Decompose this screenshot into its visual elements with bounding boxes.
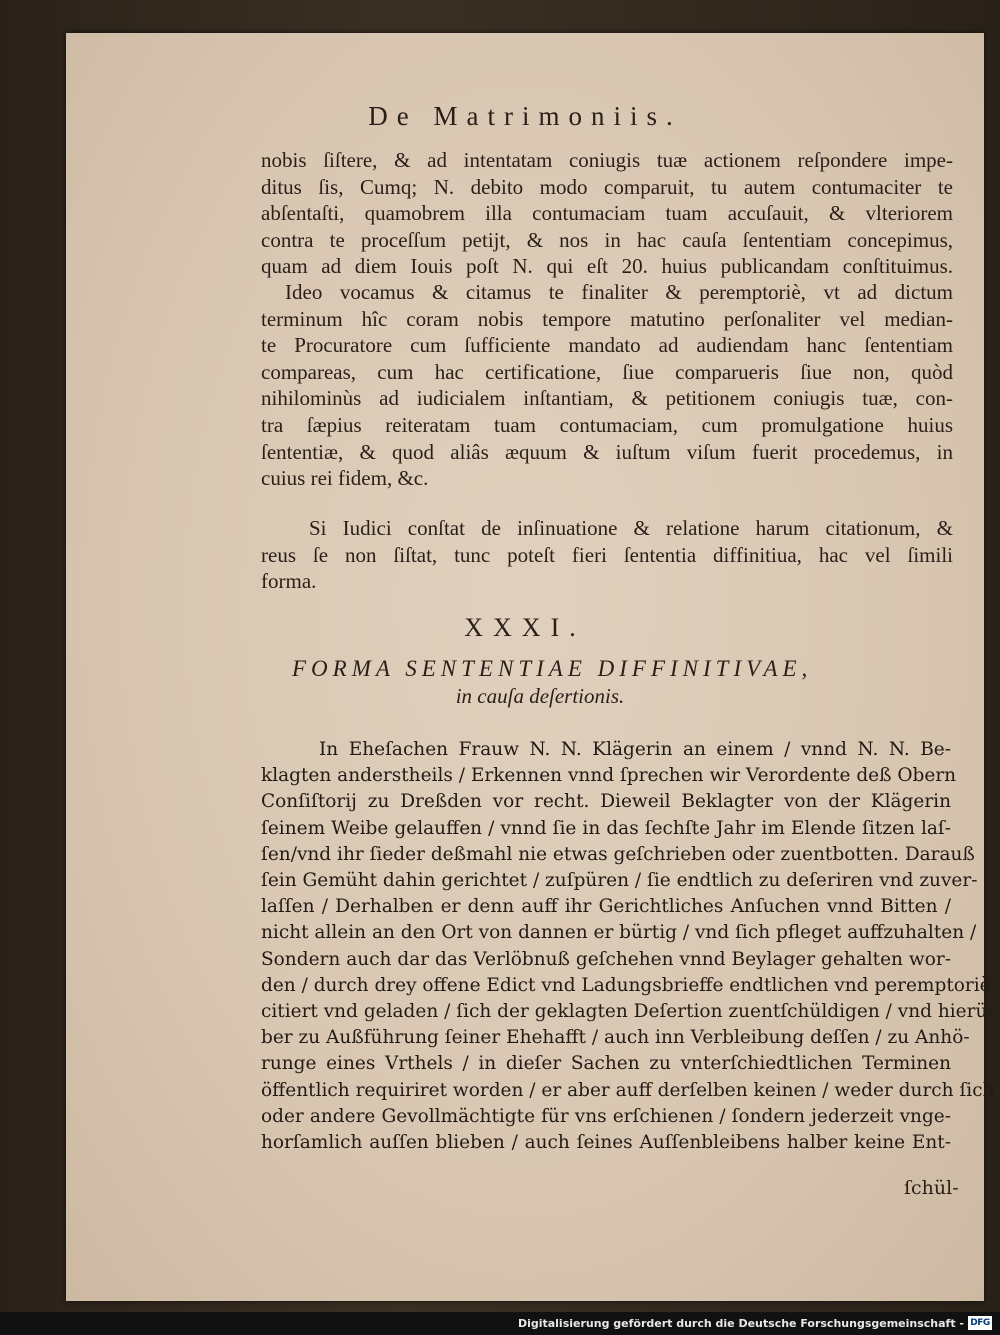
text-line: contra te proceſſum petijt, & nos in hac cauſa ſententiam concepimus, <box>261 227 953 252</box>
text-line: forma. <box>261 569 317 594</box>
text-line: oder andere Gevollmächtigte für vns erſchienen / ſondern jederzeit vnge- <box>261 1105 951 1127</box>
paragraph-2 <box>261 279 953 492</box>
text-line: ſein Gemüht dahin gerichtet / zuſpüren / ſie endtlich zu deſeriren vnd zuver- <box>261 870 978 892</box>
dfg-logo-icon: DFG <box>968 1316 992 1330</box>
text-line: Conſiſtorij zu Dreßden vor recht. Dieweil Beklagter von der Klägerin <box>261 791 951 813</box>
text-line: nobis ſiſtere, & ad intentatam coniugis tuæ actionem reſpondere impe- <box>261 148 953 172</box>
book-page <box>66 33 995 1301</box>
text-line: terminum hîc coram nobis tempore matutino perſonaliter vel median- <box>261 306 953 331</box>
text-line: öffentlich requiriret worden / er aber auff derſelben keinen / weder durch ſich <box>261 1079 995 1101</box>
running-head: De Matrimoniis. <box>368 101 682 131</box>
section-number: XXXI. <box>464 613 586 642</box>
text-line: tra ſæpius reiteratam tuam contumaciam, cum promulgatione huius <box>261 412 953 437</box>
text-line: runge eines Vrthels / in dieſer Sachen zu vnterſchiedtlichen Terminen <box>261 1053 951 1075</box>
text-line: cuius rei fidem, &c. <box>261 466 429 491</box>
paragraph-3 <box>261 515 953 595</box>
text-line: In Eheſachen Frauw N. N. Klägerin an einem / vnnd N. N. Be- <box>319 739 951 760</box>
paragraph-1 <box>261 147 953 280</box>
text-line: horſamlich auſſen blieben / auch ſeines Auſſenbleibens halber keine Ent- <box>261 1132 951 1154</box>
text-line: abſentaſti, quamobrem illa contumaciam tuam accuſauit, & vlteriorem <box>261 201 953 226</box>
text-line: ſententiæ, & quod aliâs æquum & iuſtum viſum fuerit procedemus, in <box>261 439 953 464</box>
footer-bar <box>0 1312 1000 1335</box>
text-line: klagten anderstheils / Erkennen vnnd ſprechen wir Verordente deß Obern <box>261 765 957 787</box>
footer-funding-text: Digitalisierung gefördert durch die Deutsche Forschungsgemeinschaft - <box>517 1317 964 1330</box>
german-sentence-text <box>261 737 995 1156</box>
text-line: ſen/vnd ihr ſieder deßmahl nie etwas geſchrieben oder zuentbotten. Darauß <box>261 843 975 865</box>
text-line: te Procuratore cum ſufficiente mandato ad audiendam hanc ſententiam <box>261 333 953 358</box>
text-line: ditus ſis, Cumq; N. debito modo comparuit, tu autem contumaciter te <box>261 174 953 199</box>
text-line: nicht allein an den Ort von dannen er bürtig / vnd ſich pfleget auffzuhalten / <box>261 922 977 944</box>
text-line: ber zu Außführung ſeiner Ehehafft / auch inn Verbleibung deſſen / zu Anhö- <box>261 1027 970 1049</box>
text-line: den / durch drey offene Edict vnd Ladungsbrieffe endtlichen vnd peremptoriè <box>261 974 991 996</box>
text-line: Sondern auch dar das Verlöbnuß geſchehen vnnd Beylager gehalten wor- <box>261 948 951 970</box>
text-line: nihilominùs ad iudicialem inſtantiam, & petitionem coniugis tuæ, con- <box>261 386 953 411</box>
section-title: FORMA SENTENTIAE DIFFINITIVAE, <box>292 656 813 681</box>
catchword: ſchül- <box>904 1177 959 1199</box>
text-line: compareas, cum hac certificatione, ſiue comparueris ſiue non, quòd <box>261 359 953 384</box>
text-line: laſſen / Derhalben er denn auff ihr Gerichtliches Anſuchen vnnd Bitten / <box>261 896 951 918</box>
text-line: Ideo vocamus & citamus te finaliter & peremptoriè, vt ad dictum <box>285 280 953 304</box>
text-line: quam ad diem Iouis poſt N. qui eſt 20. huius publicandam conſtituimus. <box>261 254 953 279</box>
text-line: ſeinem Weibe gelauffen / vnnd ſie in das ſechſte Jahr im Elende ſitzen laſ- <box>261 817 951 839</box>
text-line: Si Iudici conſtat de inſinuatione & relatione harum citationum, & <box>309 516 953 540</box>
text-line: reus ſe non ſiſtat, tunc poteſt fieri ſententia diffinitiua, hac vel ſimili <box>261 542 953 567</box>
section-subtitle: in cauſa deſertionis. <box>455 684 625 708</box>
text-line: citiert vnd geladen / ſich der geklagten Deſertion zuentſchüldigen / vnd hierü- <box>261 1001 994 1023</box>
